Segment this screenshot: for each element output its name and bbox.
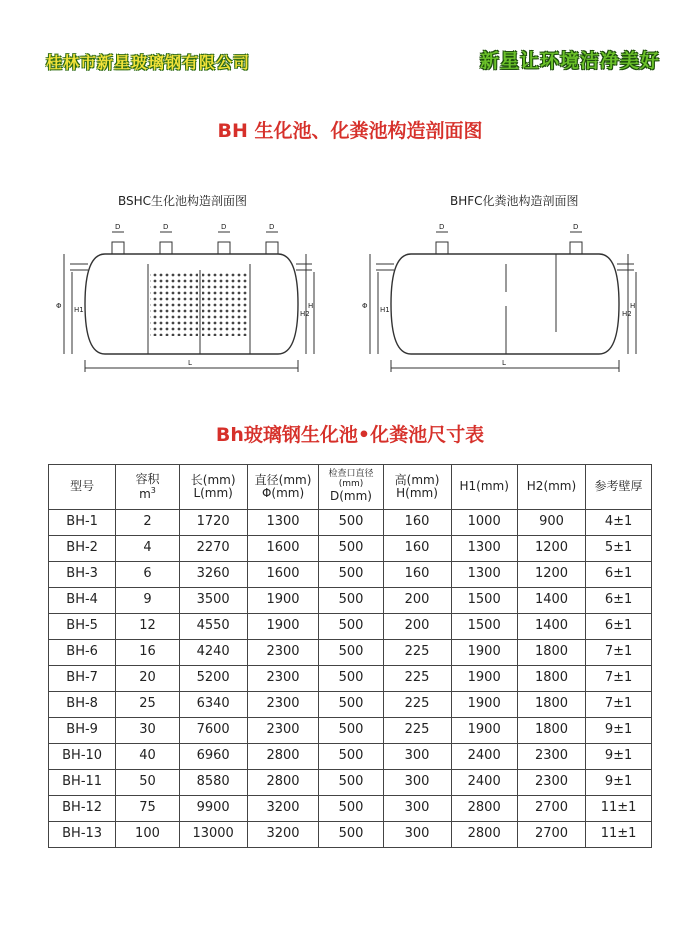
- cell-length: 1720: [179, 510, 247, 536]
- dim-phi-label: Φ: [56, 302, 62, 310]
- dim-l-label: L: [188, 359, 192, 367]
- cell-height: 300: [383, 770, 451, 796]
- bhfc-cross-section-diagram: [356, 212, 646, 377]
- cell-inspection-diameter: 500: [319, 718, 383, 744]
- table-title: Bh玻璃钢生化池•化粪池尺寸表: [215, 424, 485, 446]
- cell-h1: 1500: [451, 614, 517, 640]
- header-model: 型号: [49, 465, 116, 510]
- cell-h2: 1400: [517, 614, 585, 640]
- cell-diameter: 1600: [247, 562, 319, 588]
- cell-h2: 1200: [517, 536, 585, 562]
- cell-height: 160: [383, 536, 451, 562]
- cell-diameter: 2800: [247, 770, 319, 796]
- cell-volume: 30: [116, 718, 179, 744]
- cell-h2: 1800: [517, 666, 585, 692]
- cell-wall-thickness: 9±1: [586, 770, 652, 796]
- table-body: [49, 510, 652, 848]
- cell-wall-thickness: 11±1: [586, 796, 652, 822]
- cell-inspection-diameter: 500: [319, 744, 383, 770]
- cell-h2: 1800: [517, 718, 585, 744]
- cell-height: 200: [383, 588, 451, 614]
- cell-diameter: 2300: [247, 692, 319, 718]
- cell-h2: 1800: [517, 692, 585, 718]
- header-h1: H1(mm): [451, 465, 517, 510]
- cell-inspection-diameter: 500: [319, 536, 383, 562]
- dim-d-label: D: [163, 223, 169, 231]
- cell-model: BH-7: [49, 666, 116, 692]
- table-header-row: [49, 465, 652, 510]
- table-row: [49, 718, 652, 744]
- header-inspection-diameter: 检查口直径(mm) D(mm): [319, 465, 383, 510]
- cell-diameter: 1600: [247, 536, 319, 562]
- cell-wall-thickness: 11±1: [586, 822, 652, 848]
- cell-height: 300: [383, 822, 451, 848]
- table-row: [49, 510, 652, 536]
- cell-length: 9900: [179, 796, 247, 822]
- table-row: [49, 796, 652, 822]
- dim-d-label: D: [269, 223, 275, 231]
- cell-inspection-diameter: 500: [319, 796, 383, 822]
- cell-height: 225: [383, 640, 451, 666]
- page-title: BH 生化池、化粪池构造剖面图: [217, 120, 483, 142]
- cell-volume: 12: [116, 614, 179, 640]
- table-row: [49, 640, 652, 666]
- table-row: [49, 744, 652, 770]
- header-wall-thickness: 参考壁厚: [586, 465, 652, 510]
- cell-length: 3260: [179, 562, 247, 588]
- dim-h1-label: H1: [74, 306, 84, 314]
- header-length: 长(mm) L(mm): [179, 465, 247, 510]
- cell-model: BH-5: [49, 614, 116, 640]
- cell-length: 6960: [179, 744, 247, 770]
- table-row: [49, 588, 652, 614]
- cell-h1: 1900: [451, 666, 517, 692]
- dim-h-label: H: [630, 302, 636, 310]
- cell-volume: 20: [116, 666, 179, 692]
- cell-volume: 25: [116, 692, 179, 718]
- cell-wall-thickness: 6±1: [586, 562, 652, 588]
- cell-h1: 2400: [451, 744, 517, 770]
- cell-h1: 1300: [451, 562, 517, 588]
- table-row: [49, 770, 652, 796]
- cell-h2: 2300: [517, 744, 585, 770]
- dim-h1-label: H1: [380, 306, 390, 314]
- cell-volume: 4: [116, 536, 179, 562]
- cell-diameter: 3200: [247, 796, 319, 822]
- bshc-cross-section-diagram: [50, 212, 320, 377]
- header-height: 高(mm) H(mm): [383, 465, 451, 510]
- cell-h1: 2800: [451, 822, 517, 848]
- cell-height: 160: [383, 562, 451, 588]
- dim-h2-label: H2: [300, 310, 310, 318]
- dim-phi-label: Φ: [362, 302, 368, 310]
- cell-inspection-diameter: 500: [319, 822, 383, 848]
- dim-d-label: D: [221, 223, 227, 231]
- cell-inspection-diameter: 500: [319, 640, 383, 666]
- cell-model: BH-10: [49, 744, 116, 770]
- cell-model: BH-3: [49, 562, 116, 588]
- cell-h2: 2700: [517, 822, 585, 848]
- bhfc-diagram-caption: BHFC化粪池构造剖面图: [450, 194, 579, 208]
- cell-h1: 1900: [451, 718, 517, 744]
- dim-h2-label: H2: [622, 310, 632, 318]
- cell-h1: 1900: [451, 692, 517, 718]
- header-diameter: 直径(mm) Φ(mm): [247, 465, 319, 510]
- header-volume: 容积 $m^3$: [116, 465, 179, 510]
- cell-length: 5200: [179, 666, 247, 692]
- cell-length: 7600: [179, 718, 247, 744]
- cell-model: BH-8: [49, 692, 116, 718]
- dim-d-label: D: [439, 223, 445, 231]
- table-row: [49, 666, 652, 692]
- cell-model: BH-11: [49, 770, 116, 796]
- cell-model: BH-12: [49, 796, 116, 822]
- table-row: [49, 562, 652, 588]
- cell-volume: 75: [116, 796, 179, 822]
- cell-diameter: 3200: [247, 822, 319, 848]
- cell-inspection-diameter: 500: [319, 770, 383, 796]
- cell-wall-thickness: 4±1: [586, 510, 652, 536]
- cell-diameter: 2300: [247, 666, 319, 692]
- cell-h1: 1500: [451, 588, 517, 614]
- cell-height: 225: [383, 718, 451, 744]
- cell-h2: 1400: [517, 588, 585, 614]
- cell-volume: 9: [116, 588, 179, 614]
- cell-inspection-diameter: 500: [319, 692, 383, 718]
- cell-model: BH-4: [49, 588, 116, 614]
- cell-h2: 2300: [517, 770, 585, 796]
- cell-model: BH-1: [49, 510, 116, 536]
- cell-volume: 40: [116, 744, 179, 770]
- cell-length: 3500: [179, 588, 247, 614]
- cell-h2: 900: [517, 510, 585, 536]
- cell-diameter: 1900: [247, 588, 319, 614]
- table-row: [49, 614, 652, 640]
- cell-wall-thickness: 6±1: [586, 588, 652, 614]
- cell-volume: 2: [116, 510, 179, 536]
- cell-length: 8580: [179, 770, 247, 796]
- dim-d-label: D: [573, 223, 579, 231]
- cell-h1: 1000: [451, 510, 517, 536]
- cell-diameter: 1300: [247, 510, 319, 536]
- cell-model: BH-9: [49, 718, 116, 744]
- table-row: [49, 536, 652, 562]
- cell-length: 2270: [179, 536, 247, 562]
- cell-diameter: 1900: [247, 614, 319, 640]
- cell-model: BH-6: [49, 640, 116, 666]
- cell-volume: 16: [116, 640, 179, 666]
- cell-volume: 6: [116, 562, 179, 588]
- cell-h1: 2800: [451, 796, 517, 822]
- cell-model: BH-13: [49, 822, 116, 848]
- cell-wall-thickness: 5±1: [586, 536, 652, 562]
- cell-inspection-diameter: 500: [319, 666, 383, 692]
- cell-height: 200: [383, 614, 451, 640]
- cell-length: 6340: [179, 692, 247, 718]
- cell-model: BH-2: [49, 536, 116, 562]
- cell-wall-thickness: 6±1: [586, 614, 652, 640]
- cell-wall-thickness: 9±1: [586, 744, 652, 770]
- cell-height: 225: [383, 692, 451, 718]
- cell-volume: 50: [116, 770, 179, 796]
- cell-h1: 2400: [451, 770, 517, 796]
- cell-height: 300: [383, 744, 451, 770]
- cell-volume: 100: [116, 822, 179, 848]
- cell-diameter: 2300: [247, 640, 319, 666]
- dim-l-label: L: [502, 359, 506, 367]
- cell-wall-thickness: 7±1: [586, 640, 652, 666]
- cell-length: 4550: [179, 614, 247, 640]
- cell-height: 160: [383, 510, 451, 536]
- cell-height: 300: [383, 796, 451, 822]
- cell-inspection-diameter: 500: [319, 588, 383, 614]
- dimension-table: [48, 464, 652, 848]
- cell-inspection-diameter: 500: [319, 614, 383, 640]
- cell-h1: 1300: [451, 536, 517, 562]
- dim-h-label: H: [308, 302, 314, 310]
- cell-inspection-diameter: 500: [319, 510, 383, 536]
- table-row: [49, 822, 652, 848]
- company-name: 桂林市新星玻璃钢有限公司: [46, 53, 251, 72]
- cell-diameter: 2800: [247, 744, 319, 770]
- cell-inspection-diameter: 500: [319, 562, 383, 588]
- cell-h2: 2700: [517, 796, 585, 822]
- bshc-diagram-caption: BSHC生化池构造剖面图: [118, 194, 248, 208]
- cell-h2: 1200: [517, 562, 585, 588]
- table-row: [49, 692, 652, 718]
- cell-wall-thickness: 7±1: [586, 666, 652, 692]
- cell-length: 4240: [179, 640, 247, 666]
- company-slogan: 新星让环境洁净美好: [479, 50, 660, 72]
- cell-h1: 1900: [451, 640, 517, 666]
- cell-h2: 1800: [517, 640, 585, 666]
- cell-wall-thickness: 9±1: [586, 718, 652, 744]
- dim-d-label: D: [115, 223, 121, 231]
- cell-wall-thickness: 7±1: [586, 692, 652, 718]
- cell-length: 13000: [179, 822, 247, 848]
- cell-height: 225: [383, 666, 451, 692]
- cell-diameter: 2300: [247, 718, 319, 744]
- header-h2: H2(mm): [517, 465, 585, 510]
